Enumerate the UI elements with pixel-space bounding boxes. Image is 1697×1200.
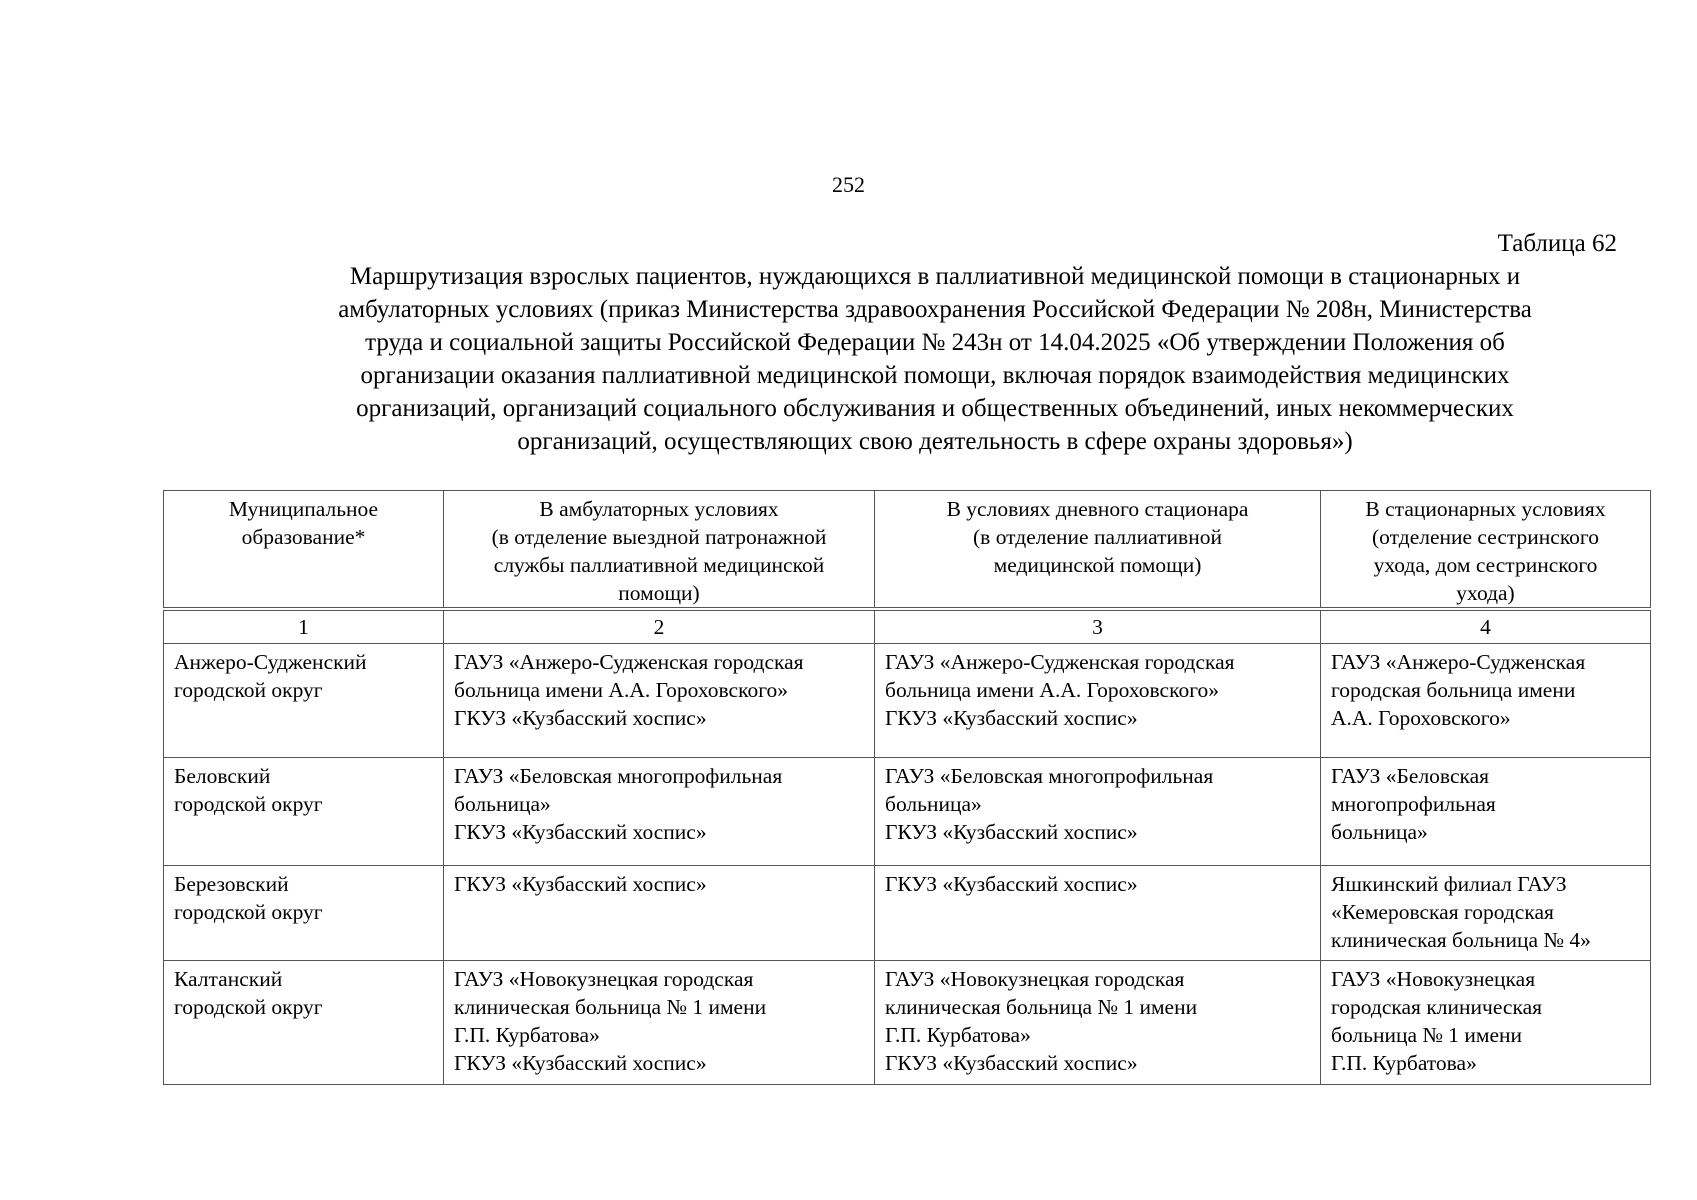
cell-line: клиническая больница № 4»: [1331, 928, 1591, 952]
cell-line: ГКУЗ «Кузбасский хоспис»: [885, 820, 1138, 844]
cell-line: Беловский: [174, 764, 271, 788]
column-number: 4: [1321, 611, 1651, 644]
header-municipality: [164, 491, 444, 608]
cell-line: ГАУЗ «Анжеро-Судженская городская: [885, 650, 1235, 674]
inpatient-cell: [1321, 961, 1651, 1085]
outpatient-cell: [444, 961, 875, 1085]
title-line: амбулаторных условиях (приказ Министерства здравоохранения Российской Федерации № 208н, Министерства: [338, 296, 1532, 323]
table-row: [164, 866, 1651, 961]
header-row: [164, 491, 1651, 608]
header-text: (отделение сестринского: [1372, 525, 1599, 549]
column-number-row: [164, 611, 1651, 644]
cell-line: Березовский: [174, 872, 289, 896]
cell-line: ГКУЗ «Кузбасский хоспис»: [885, 1051, 1138, 1075]
cell-line: Г.П. Курбатова»: [1331, 1051, 1477, 1075]
table-row: [164, 758, 1651, 866]
municipality-cell: [164, 866, 444, 961]
cell-line: больница»: [885, 792, 982, 816]
header-text: (в отделение паллиативной: [973, 525, 1222, 549]
outpatient-cell: [444, 758, 875, 866]
cell-line: Анжеро-Судженский: [174, 650, 367, 674]
page-number: 252: [832, 172, 865, 197]
header-text: помощи): [618, 581, 700, 605]
document-title: [230, 260, 1640, 458]
title-line: организаций, осуществляющих свою деятельность в сфере охраны здоровья»): [517, 428, 1353, 455]
cell-line: ГАУЗ «Анжеро-Судженская городская: [454, 650, 804, 674]
inpatient-cell: [1321, 758, 1651, 866]
day-hospital-cell: [875, 644, 1321, 758]
header-text: медицинской помощи): [993, 553, 1202, 577]
cell-line: городской округ: [174, 792, 323, 816]
cell-line: Г.П. Курбатова»: [454, 1023, 600, 1047]
cell-line: городская клиническая: [1331, 995, 1543, 1019]
outpatient-cell: [444, 644, 875, 758]
table-row: [164, 644, 1651, 758]
cell-line: ГАУЗ «Новокузнецкая: [1331, 967, 1536, 991]
outpatient-cell: [444, 866, 875, 961]
header-text: ухода): [1456, 581, 1515, 605]
cell-line: городской округ: [174, 995, 323, 1019]
cell-line: ГКУЗ «Кузбасский хоспис»: [454, 1051, 707, 1075]
header-text: Муниципальное: [228, 497, 379, 521]
cell-line: Калтанский: [174, 967, 283, 991]
column-number: 1: [164, 611, 444, 644]
cell-line: больница»: [1331, 820, 1428, 844]
routing-table-header: [163, 490, 1651, 608]
inpatient-cell: [1321, 866, 1651, 961]
cell-line: городская больница имени: [1331, 678, 1576, 702]
municipality-cell: [164, 644, 444, 758]
title-line: Маршрутизация взрослых пациентов, нуждающихся в паллиативной медицинской помощи в стационарных и: [349, 263, 1521, 290]
day-hospital-cell: [875, 866, 1321, 961]
header-text: В стационарных условиях: [1365, 497, 1606, 521]
cell-line: ГАУЗ «Новокузнецкая городская: [885, 967, 1185, 991]
cell-line: ГАУЗ «Новокузнецкая городская: [454, 967, 754, 991]
cell-line: городской округ: [174, 678, 323, 702]
municipality-cell: [164, 961, 444, 1085]
cell-line: ГАУЗ «Анжеро-Судженская: [1331, 650, 1586, 674]
cell-line: ГКУЗ «Кузбасский хоспис»: [885, 706, 1138, 730]
title-line: организаций, организаций социального обслуживания и общественных объединений, иных некоммерческих: [356, 395, 1514, 422]
cell-line: больница»: [454, 792, 551, 816]
routing-table-body: [163, 610, 1651, 1085]
header-inpatient: [1321, 491, 1651, 608]
cell-line: городской округ: [174, 900, 323, 924]
column-number: 3: [875, 611, 1321, 644]
cell-line: многопрофильная: [1331, 792, 1496, 816]
header-text: В условиях дневного стационара: [946, 497, 1249, 521]
municipality-cell: [164, 758, 444, 866]
cell-line: ГАУЗ «Беловская многопрофильная: [885, 764, 1214, 788]
cell-line: больница № 1 имени: [1331, 1023, 1523, 1047]
cell-line: «Кемеровская городская: [1331, 900, 1554, 924]
cell-line: Г.П. Курбатова»: [885, 1023, 1031, 1047]
header-text: службы паллиативной медицинской: [493, 553, 825, 577]
cell-line: Яшкинский филиал ГАУЗ: [1331, 872, 1567, 896]
header-text: (в отделение выездной патронажной: [491, 525, 827, 549]
title-line: организации оказания паллиативной медицинской помощи, включая порядок взаимодействия медицинских: [360, 362, 1510, 389]
header-text: В амбулаторных условиях: [539, 497, 779, 521]
header-text: ухода, дом сестринского: [1373, 553, 1598, 577]
cell-line: больница имени А.А. Гороховского»: [454, 678, 788, 702]
inpatient-cell: [1321, 644, 1651, 758]
header-outpatient: [444, 491, 875, 608]
cell-line: клиническая больница № 1 имени: [454, 995, 767, 1019]
cell-line: ГКУЗ «Кузбасский хоспис»: [454, 820, 707, 844]
cell-line: А.А. Гороховского»: [1331, 706, 1511, 730]
header-text: образование*: [241, 525, 366, 549]
table-label: Таблица 62: [1497, 230, 1617, 257]
cell-line: ГКУЗ «Кузбасский хоспис»: [885, 872, 1138, 896]
title-line: труда и социальной защиты Российской Федерации № 243н от 14.04.2025 «Об утверждении Положения об: [365, 329, 1505, 356]
cell-line: клиническая больница № 1 имени: [885, 995, 1198, 1019]
column-number: 2: [444, 611, 875, 644]
cell-line: ГКУЗ «Кузбасский хоспис»: [454, 706, 707, 730]
cell-line: ГАУЗ «Беловская многопрофильная: [454, 764, 783, 788]
day-hospital-cell: [875, 758, 1321, 866]
cell-line: ГКУЗ «Кузбасский хоспис»: [454, 872, 707, 896]
cell-line: больница имени А.А. Гороховского»: [885, 678, 1219, 702]
cell-line: ГАУЗ «Беловская: [1331, 764, 1490, 788]
day-hospital-cell: [875, 961, 1321, 1085]
table-row: [164, 961, 1651, 1085]
header-day-hospital: [875, 491, 1321, 608]
